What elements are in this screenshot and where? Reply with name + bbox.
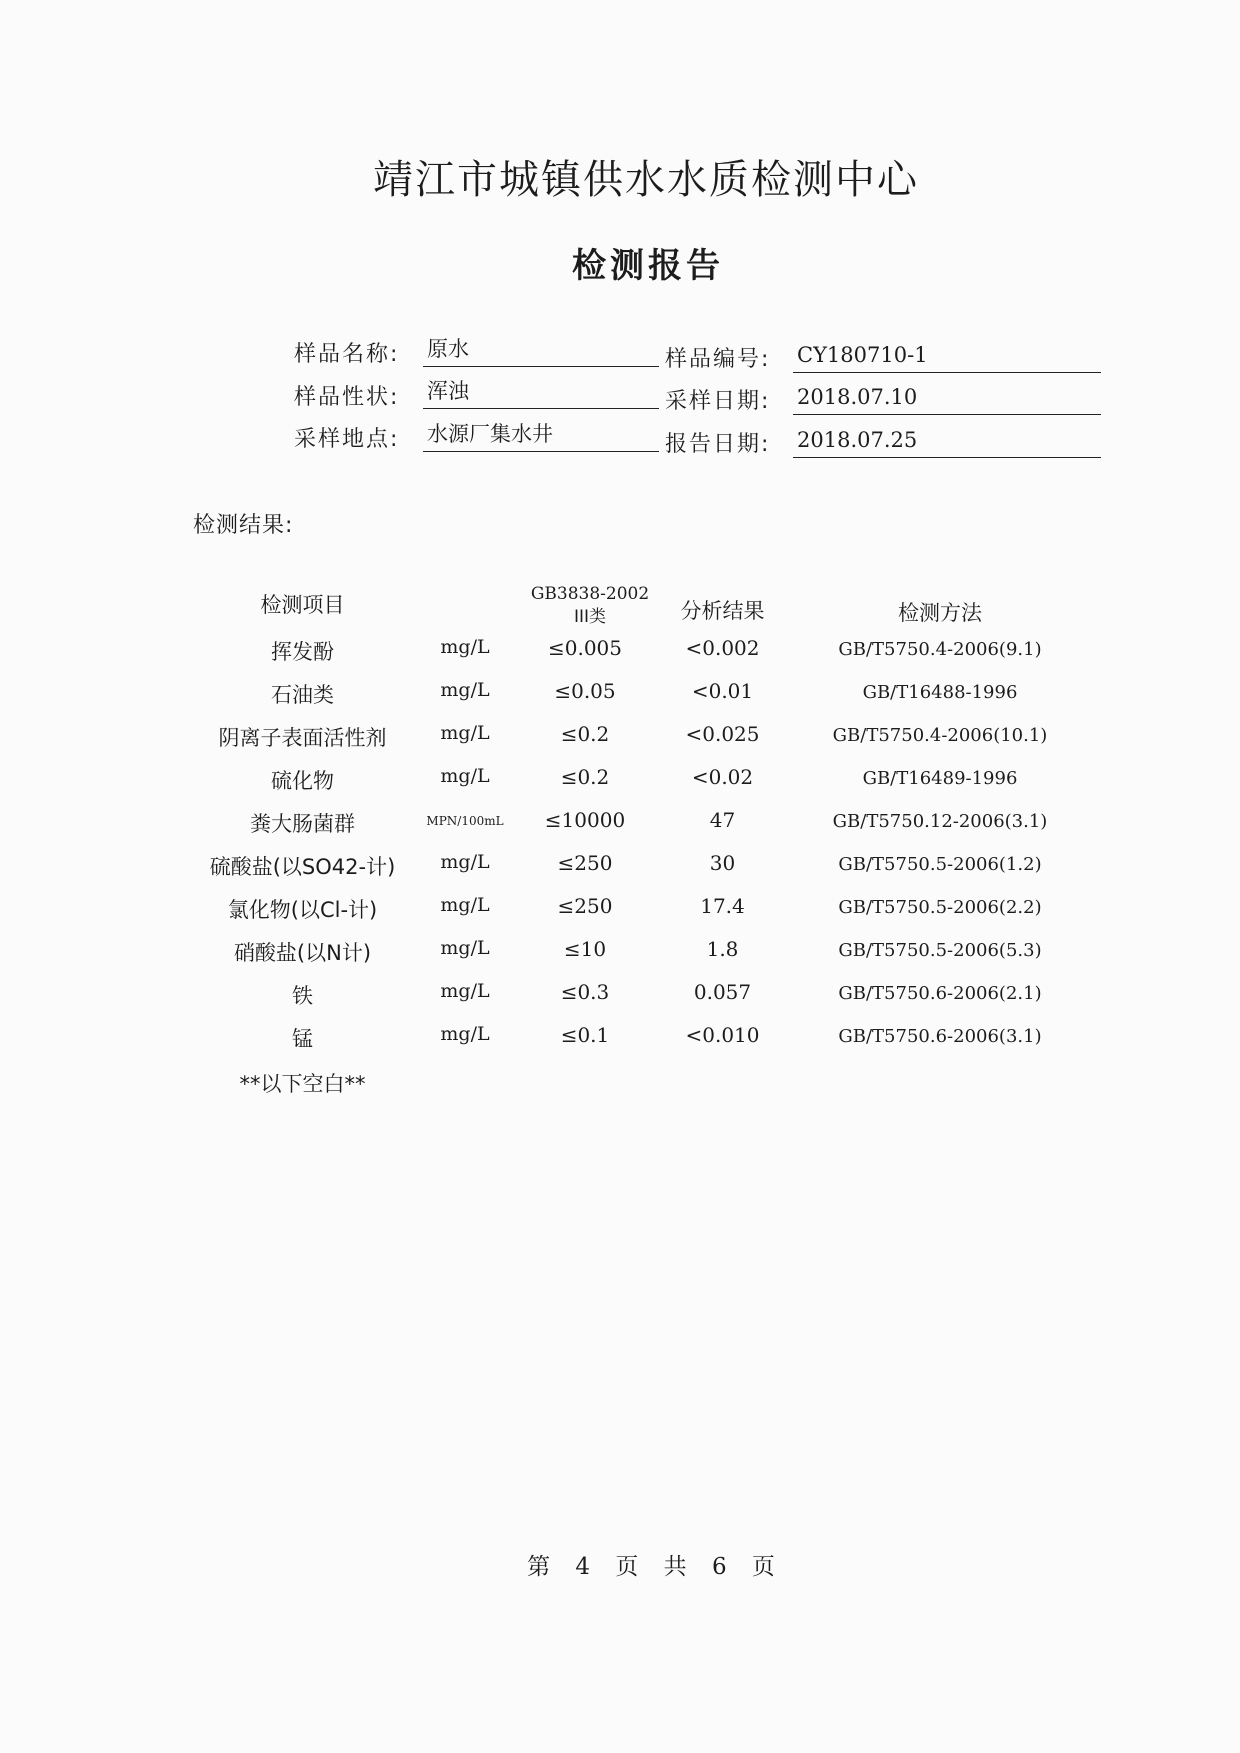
cell-standard: ≤250 bbox=[557, 851, 613, 875]
column-header-result: 分析结果 bbox=[680, 599, 765, 623]
cell-result: 1.8 bbox=[706, 937, 739, 961]
cell-item: 硫酸盐(以SO42-计) bbox=[209, 855, 396, 879]
table-row bbox=[0, 1023, 1240, 1063]
cell-method: GB/T5750.6-2006(3.1) bbox=[838, 1026, 1042, 1047]
blank-note: **以下空白** bbox=[239, 1072, 366, 1096]
sampling-date-value: 2018.07.10 bbox=[797, 385, 918, 409]
report-date-value: 2018.07.25 bbox=[797, 428, 918, 452]
cell-unit: mg/L bbox=[440, 1023, 490, 1045]
cell-result: 0.057 bbox=[693, 980, 752, 1004]
cell-result: <0.02 bbox=[691, 765, 754, 789]
cell-item: 氯化物(以Cl-计) bbox=[227, 898, 378, 922]
cell-item: 锰 bbox=[292, 1027, 313, 1051]
cell-unit: mg/L bbox=[440, 851, 490, 873]
sample-name-field bbox=[423, 333, 659, 367]
cell-standard: ≤0.005 bbox=[547, 636, 622, 660]
column-header-standard-line2: III类 bbox=[573, 607, 607, 627]
table-row bbox=[0, 937, 1240, 977]
sampling-location-value: 水源厂集水井 bbox=[427, 422, 553, 446]
cell-standard: ≤250 bbox=[557, 894, 613, 918]
cell-unit: mg/L bbox=[440, 679, 490, 701]
sample-number-label: 样品编号: bbox=[665, 347, 771, 372]
cell-item: 硝酸盐(以N计) bbox=[233, 941, 372, 965]
organization-title: 靖江市城镇供水水质检测中心 bbox=[373, 157, 919, 203]
cell-standard: ≤0.2 bbox=[560, 722, 610, 746]
cell-result: 30 bbox=[709, 851, 736, 875]
cell-standard: ≤0.3 bbox=[560, 980, 610, 1004]
table-row bbox=[0, 679, 1240, 719]
cell-result: 47 bbox=[709, 808, 736, 832]
results-heading: 检测结果: bbox=[193, 513, 294, 538]
sampling-location-label: 采样地点: bbox=[294, 427, 400, 452]
sample-number-value: CY180710-1 bbox=[797, 343, 928, 367]
sample-state-label: 样品性状: bbox=[294, 385, 400, 410]
cell-result: <0.002 bbox=[685, 636, 760, 660]
sampling-location-field bbox=[423, 418, 659, 452]
column-header-method: 检测方法 bbox=[898, 601, 982, 625]
cell-item: 石油类 bbox=[271, 683, 334, 707]
cell-item: 硫化物 bbox=[271, 769, 334, 793]
table-row bbox=[0, 808, 1240, 848]
cell-unit: mg/L bbox=[440, 636, 490, 658]
page-number: 第 4 页 共 6 页 bbox=[527, 1554, 775, 1580]
report-date-field bbox=[793, 424, 1101, 458]
report-title: 检测报告 bbox=[572, 246, 724, 286]
cell-item: 粪大肠菌群 bbox=[250, 812, 355, 836]
cell-standard: ≤10000 bbox=[544, 808, 626, 832]
cell-method: GB/T5750.5-2006(1.2) bbox=[838, 854, 1042, 875]
cell-unit: mg/L bbox=[440, 937, 490, 959]
table-row bbox=[0, 722, 1240, 762]
table-row bbox=[0, 851, 1240, 891]
table-row bbox=[0, 765, 1240, 805]
cell-unit: mg/L bbox=[440, 722, 490, 744]
sample-name-value: 原水 bbox=[427, 337, 469, 361]
cell-item: 铁 bbox=[292, 984, 313, 1008]
cell-method: GB/T5750.4-2006(9.1) bbox=[838, 639, 1042, 660]
sample-state-field bbox=[423, 375, 659, 409]
cell-result: <0.010 bbox=[685, 1023, 760, 1047]
cell-result: <0.025 bbox=[685, 722, 760, 746]
sample-number-field bbox=[793, 339, 1101, 373]
cell-standard: ≤0.1 bbox=[560, 1023, 610, 1047]
cell-method: GB/T16488-1996 bbox=[862, 682, 1018, 703]
column-header-standard bbox=[520, 583, 660, 629]
cell-method: GB/T5750.5-2006(5.3) bbox=[838, 940, 1042, 961]
cell-method: GB/T5750.6-2006(2.1) bbox=[838, 983, 1042, 1004]
cell-method: GB/T5750.5-2006(2.2) bbox=[838, 897, 1042, 918]
report-date-label: 报告日期: bbox=[665, 432, 771, 457]
cell-item: 阴离子表面活性剂 bbox=[218, 726, 387, 750]
cell-unit: mg/L bbox=[440, 765, 490, 787]
cell-item: 挥发酚 bbox=[271, 640, 334, 664]
cell-method: GB/T5750.12-2006(3.1) bbox=[832, 811, 1048, 832]
table-row bbox=[0, 636, 1240, 676]
cell-standard: ≤0.2 bbox=[560, 765, 610, 789]
cell-unit: mg/L bbox=[440, 894, 490, 916]
sample-name-label: 样品名称: bbox=[294, 342, 400, 367]
column-header-standard-line1: GB3838-2002 bbox=[530, 584, 650, 604]
cell-standard: ≤10 bbox=[563, 937, 607, 961]
cell-method: GB/T5750.4-2006(10.1) bbox=[832, 725, 1048, 746]
cell-result: <0.01 bbox=[691, 679, 754, 703]
sampling-date-field bbox=[793, 381, 1101, 415]
table-row bbox=[0, 894, 1240, 934]
column-header-item: 检测项目 bbox=[260, 593, 345, 617]
cell-method: GB/T16489-1996 bbox=[862, 768, 1018, 789]
sampling-date-label: 采样日期: bbox=[665, 389, 771, 414]
table-row bbox=[0, 980, 1240, 1020]
cell-unit: MPN/100mL bbox=[426, 814, 504, 828]
cell-result: 17.4 bbox=[700, 894, 745, 918]
sample-state-value: 浑浊 bbox=[427, 379, 469, 403]
cell-standard: ≤0.05 bbox=[554, 679, 616, 703]
cell-unit: mg/L bbox=[440, 980, 490, 1002]
